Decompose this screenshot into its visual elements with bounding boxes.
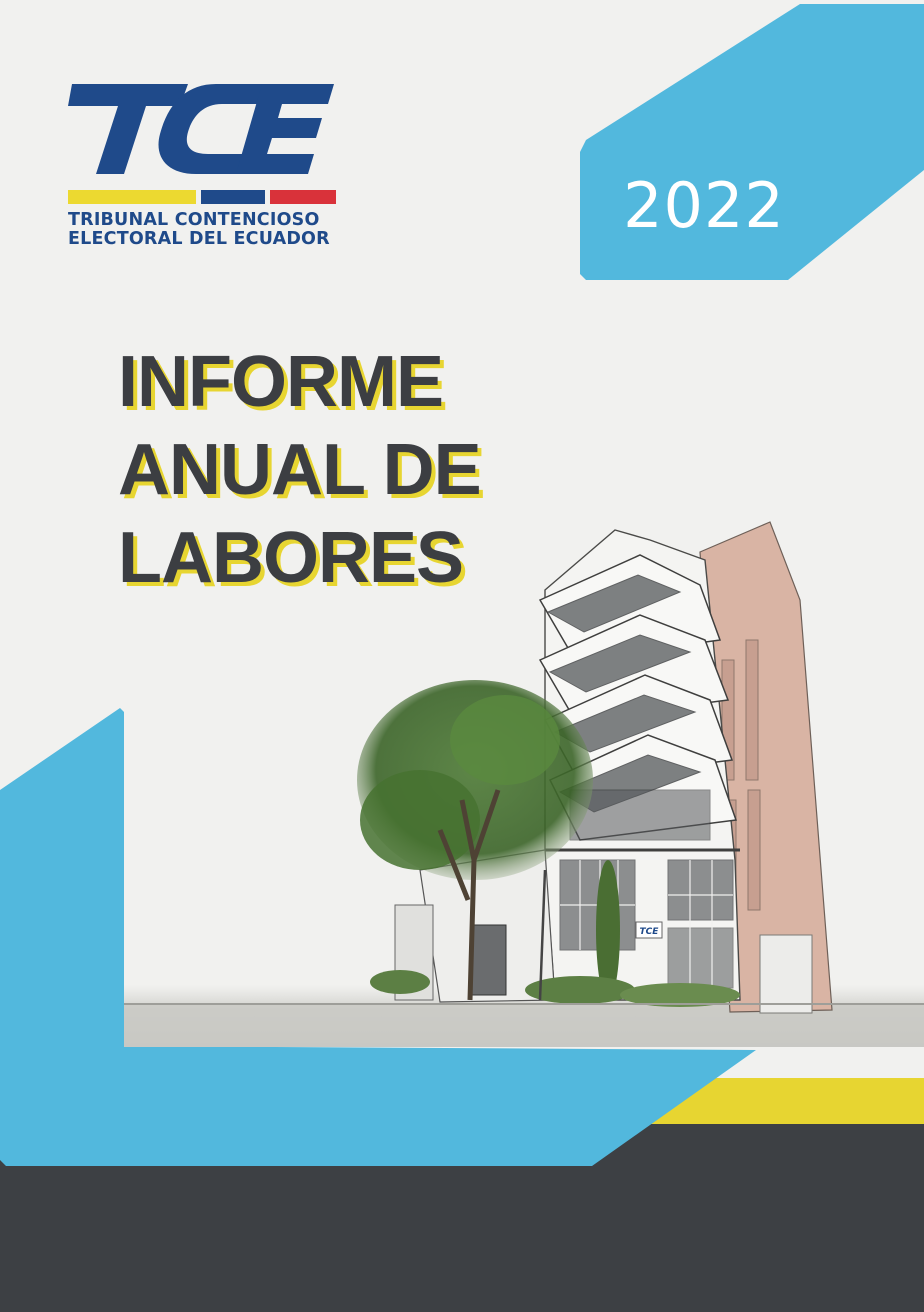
tower-door	[760, 935, 812, 1013]
flag-stripe-red	[270, 190, 336, 204]
report-year: 2022	[623, 169, 785, 242]
report-title	[118, 338, 481, 602]
year-badge	[580, 0, 924, 285]
logo-org-name-line1: TRIBUNAL CONTENCIOSO	[68, 210, 320, 230]
flag-stripe-yellow	[68, 190, 196, 204]
logo-org-name-line2: ELECTORAL DEL ECUADOR	[68, 229, 330, 249]
title-line-1: INFORME	[118, 342, 443, 422]
building-sign-text: TCE	[639, 927, 659, 937]
title-line-3: LABORES	[118, 518, 464, 598]
title-line-2: ANUAL DE	[118, 430, 481, 510]
shrub	[370, 970, 430, 994]
flag-stripe-blue	[201, 190, 265, 204]
tce-logo-mark	[68, 84, 338, 206]
